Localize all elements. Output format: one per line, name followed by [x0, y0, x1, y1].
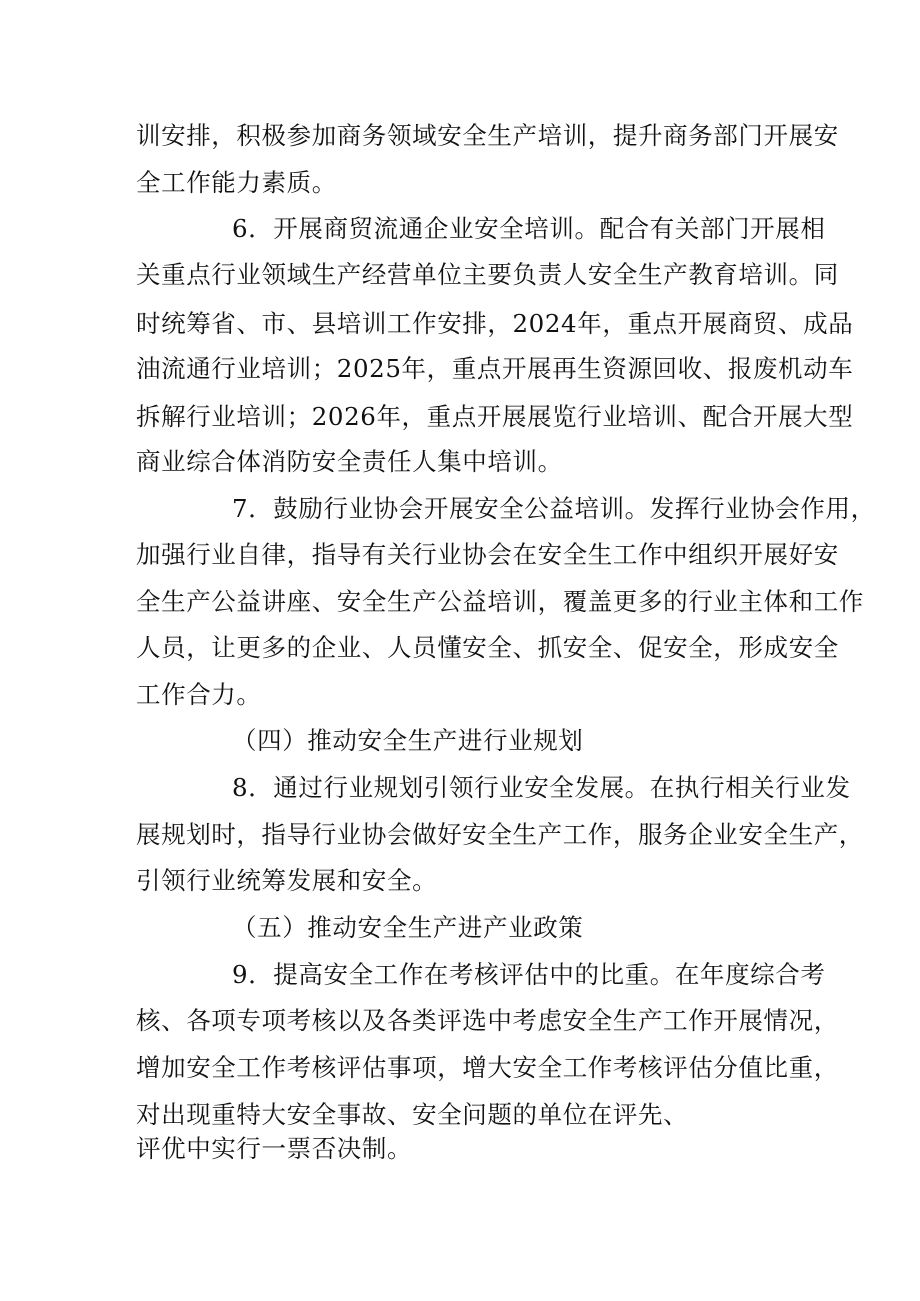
paragraph-start: 7．鼓励行业协会开展安全公益培训。发挥行业协会作用， — [232, 494, 876, 523]
section-heading: （五）推动安全生产进产业政策 — [232, 913, 584, 942]
text-line: 油流通行业培训；2025年，重点开展再生资源回收、报废机动车 — [136, 354, 854, 383]
paragraph-start: 8．通过行业规划引领行业安全发展。在执行相关行业发 — [232, 773, 851, 802]
text-line: 工作合力。 — [136, 680, 262, 709]
text-line: 训安排，积极参加商务领域安全生产培训，提升商务部门开展安 — [136, 121, 839, 150]
text-line: 核、各项专项考核以及各类评选中考虑安全生产工作开展情况， — [136, 1006, 839, 1035]
paragraph-start: 6．开展商贸流通企业安全培训。配合有关部门开展相 — [232, 214, 826, 243]
paragraph-start: 9．提高安全工作在考核评估中的比重。在年度综合考 — [232, 960, 826, 989]
text-line: 拆解行业培训；2026年，重点开展展览行业培训、配合开展大型 — [136, 402, 854, 431]
text-line: 增加安全工作考核评估事项，增大安全工作考核评估分值比重， — [136, 1053, 839, 1082]
text-line: 展规划时，指导行业协会做好安全生产工作，服务企业安全生产， — [136, 820, 864, 849]
text-line: 全工作能力素质。 — [136, 168, 337, 197]
text-line: 时统筹省、市、县培训工作安排，2024年，重点开展商贸、成品 — [136, 309, 854, 338]
text-line: 对出现重特大安全事故、安全问题的单位在评先、 — [136, 1100, 689, 1129]
text-line: 商业综合体消防安全责任人集中培训。 — [136, 447, 563, 476]
text-line: 评优中实行一票否决制。 — [136, 1134, 413, 1163]
section-heading: （四）推动安全生产进行业规划 — [232, 726, 584, 755]
text-line: 引领行业统筹发展和安全。 — [136, 866, 438, 895]
text-line: 人员，让更多的企业、人员懂安全、抓安全、促安全，形成安全 — [136, 633, 839, 662]
text-line: 关重点行业领域生产经营单位主要负责人安全生产教育培训。同 — [136, 260, 839, 289]
text-line: 加强行业自律，指导有关行业协会在安全生工作中组织开展好安 — [136, 540, 839, 569]
text-line: 全生产公益讲座、安全生产公益培训，覆盖更多的行业主体和工作 — [136, 587, 864, 616]
